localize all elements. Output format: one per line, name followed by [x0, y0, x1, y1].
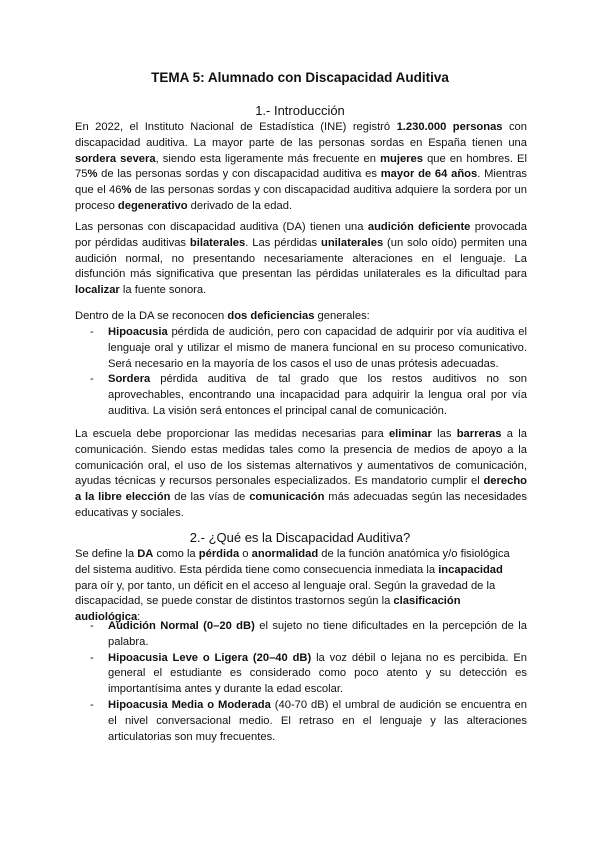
list-item: - Hipoacusia pérdida de audición, pero con capacidad de adquirir por vía auditiva el lenguaje oral y utilizar el mismo de manera funcional en su proceso comunicativo. Será necesario en la mayoría de los casos el uso de unas prótesis adecuadas. — [90, 326, 527, 370]
paragraph-escuela-medidas: La escuela debe proporcionar las medidas necesarias para eliminar las barreras a la comunicación. Siendo estas medidas tales como la presencia de medios de apoyo a la comunicación oral, el uso de los sistemas alternativos y aumentativos de comunicación, ayudas técnicas y recursos personales especializados. Es mandatorio cumplir el derecho a la libre elección de las vías de comunicación más adecuadas según las necesidades educativas y sociales. — [75, 428, 527, 519]
list-item: - Sordera pérdida auditiva de tal grado que los restos auditivos no son aprovechables, encontrando una incapacidad para adquirir la lengua oral por vía auditiva. La visión será entonces el principal canal de comunicación. — [90, 373, 527, 417]
list-item: - Audición Normal (0–20 dB) el sujeto no tiene dificultades en la percepción de la palabra. — [90, 620, 527, 648]
page-title: TEMA 5: Alumnado con Discapacidad Auditiva — [151, 70, 449, 85]
section-heading-que-es-da: 2.- ¿Qué es la Discapacidad Auditiva? — [189, 530, 411, 545]
clasificacion-audiologica-list — [75, 619, 527, 745]
paragraph-intro-statistics: En 2022, el Instituto Nacional de Estadística (INE) registró 1.230.000 personas con discapacidad auditiva. La mayor parte de las personas sordas en España tienen una sordera severa, siendo esta ligeramente más frecuente en mujeres que en hombres. El 75% de las personas sordas y con discapacidad auditiva es mayor de 64 años. Mientras que el 46% de las personas sordas y con discapacidad auditiva adquiere la sordera por un proceso degenerativo derivado de la edad. — [75, 121, 528, 212]
paragraph-definicion-da: Se define la DA como la pérdida o anormalidad de la función anatómica y/o fisiológica del sistema auditivo. Esta pérdida tiene como consecuencia inmediata la incapacidad para oír y, por tanto, un déficit en el acceso al lenguaje oral. Según la gravedad de la discapacidad, se puede constar de distintos trastornos según la clasificación audiológica: — [75, 548, 510, 624]
paragraph-audicion-deficiente: Las personas con discapacidad auditiva (DA) tienen una audición deficiente provocada por pérdidas auditivas bilaterales. Las pérdidas unilaterales (un solo oído) permiten una audición normal, no presentando necesariamente alteraciones en el lenguaje. La disfunción más significativa que presentan las pérdidas unilaterales es la dificultad para localizar la fuente sonora. — [75, 221, 527, 297]
section-heading-introduccion: 1.- Introducción — [255, 103, 345, 118]
list-item: - Hipoacusia Media o Moderada (40-70 dB) el umbral de audición se encuentra en el nivel conversacional medio. El retraso en el lenguaje y las alteraciones articulatorias son muy frecuentes. — [90, 698, 528, 743]
paragraph-dos-deficiencias: Dentro de la DA se reconocen dos deficiencias generales: — [75, 310, 370, 322]
list-item: - Hipoacusia Leve o Ligera (20–40 dB) la voz débil o lejana no es percibida. En general el estudiante es considerado como poco atento y su detección es importantísima antes y durante la edad escolar. — [90, 651, 528, 696]
deficiencias-list — [75, 325, 527, 420]
